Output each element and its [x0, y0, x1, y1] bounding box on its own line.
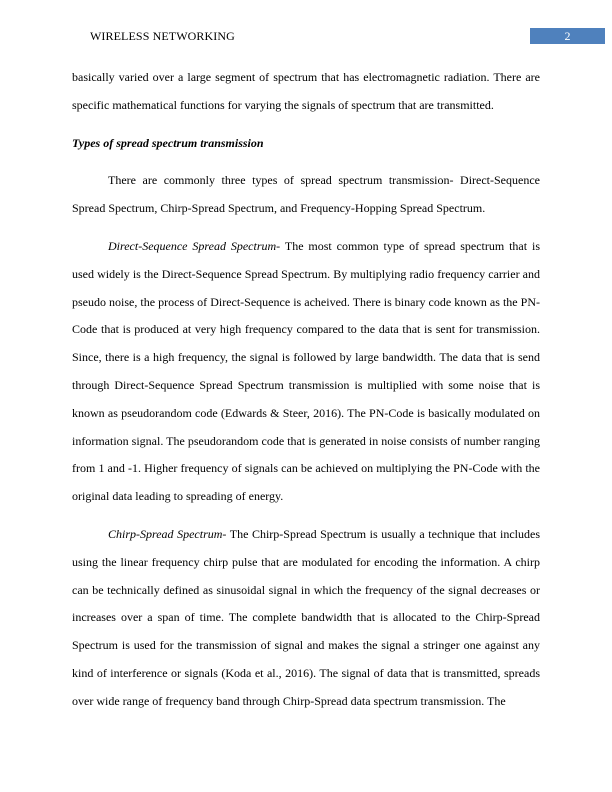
paragraph-direct-sequence [72, 233, 540, 511]
section-heading: Types of spread spectrum transmission [72, 135, 264, 150]
paragraph-body-text: The Chirp-Spread Spectrum is usually a technique that includes using the linear frequency chirp pulse that are modulated for encoding the information. A chirp can be technically defined as sinusoidal signal in which the frequency of the signal decreases or increases over a span of time. The complete bandwidth that is allocated to the Chirp-Spread Spectrum is used for the transmission of signal and makes the signal a stringer one against any kind of interference or signals (Koda et al., 2016). The signal of data that is transmitted, spreads over wide range of frequency band through Chirp-Spread data spectrum transmission. The [72, 526, 540, 708]
document-body [72, 64, 540, 726]
paragraph-intro: There are commonly three types of spread spectrum transmission- Direct-Sequence Spread Spectrum, Chirp-Spread Spectrum, and Frequency-Hopping Spread Spectrum. [72, 173, 540, 216]
running-head: WIRELESS NETWORKING [90, 29, 235, 43]
paragraph-lead-term: Chirp-Spread Spectrum- [108, 526, 227, 541]
paragraph-lead-term: Direct-Sequence Spread Spectrum- [108, 238, 281, 253]
paragraph-chirp-spread [72, 521, 540, 716]
paragraph-continuation: basically varied over a large segment of spectrum that has electromagnetic radiation. There are specific mathematical functions for varying the signals of spectrum that are transmitted. [72, 70, 540, 112]
page-number: 2 [530, 28, 605, 44]
paragraph-body-text: The most common type of spread spectrum that is used widely is the Direct-Sequence Spread Spectrum. By multiplying radio frequency carrier and pseudo noise, the process of Direct-Sequence is acheived. There is binary code known as the PN-Code that is produced at very high frequency compared to the data that is sent for transmission. Since, there is a high frequency, the signal is followed by large bandwidth. The data that is send through Direct-Sequence Spread Spectrum transmission is multiplied with some noise that is known as pseudorandom code (Edwards & Steer, 2016). The PN-Code is basically modulated on information signal. The pseudorandom code that is generated in noise consists of number ranging from 1 and -1. Higher frequency of signals can be achieved on multiplying the PN-Code with the original data leading to spreading of energy. [72, 238, 540, 504]
